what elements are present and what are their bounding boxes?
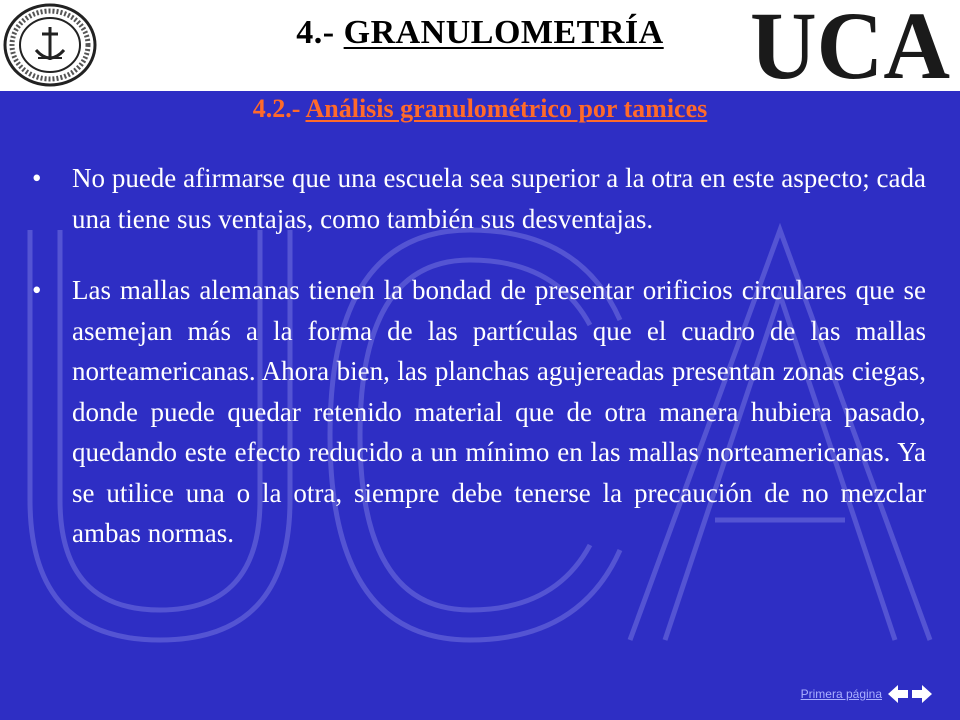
slide-navigation xyxy=(801,682,934,706)
subtitle-prefix: 4.2.- xyxy=(252,94,306,123)
uca-logo-text: UCA xyxy=(750,2,950,86)
bullet-item xyxy=(28,270,926,554)
header-bar xyxy=(0,0,960,91)
page-title xyxy=(200,14,760,52)
arrow-left-icon[interactable] xyxy=(886,682,910,706)
subtitle-underlined: Análisis granulométrico por tamices xyxy=(305,94,708,123)
uca-logo xyxy=(744,2,956,86)
section-subtitle xyxy=(100,94,860,124)
arrow-right-icon[interactable] xyxy=(910,682,934,706)
bullet-symbol: • xyxy=(32,275,42,305)
first-page-link[interactable]: Primera página xyxy=(800,687,882,701)
bullet-text: No puede afirmarse que una escuela sea superior a la otra en este aspecto; cada una tiene sus ventajas, como también sus desventajas. xyxy=(72,163,926,234)
bullet-symbol: • xyxy=(32,163,42,193)
title-prefix: 4.- xyxy=(296,14,344,51)
university-seal-logo xyxy=(2,2,98,88)
bullet-item xyxy=(28,158,926,239)
title-underlined: GRANULOMETRÍA xyxy=(343,14,664,51)
bullet-text: Las mallas alemanas tienen la bondad de presentar orificios circulares que se asemejan más a la forma de las partículas que el cuadro de las mallas norteamericanas. Ahora bien, las planchas agujereadas presentan zonas ciegas, donde puede quedar retenido material que de otra manera hubiera pasado, quedando este efecto reducido a un mínimo en las mallas norteamericanas. Ya se utilice una o la otra, siempre debe tenerse la precaución de no mezclar ambas normas. xyxy=(72,275,926,548)
bullet-list xyxy=(28,158,926,554)
